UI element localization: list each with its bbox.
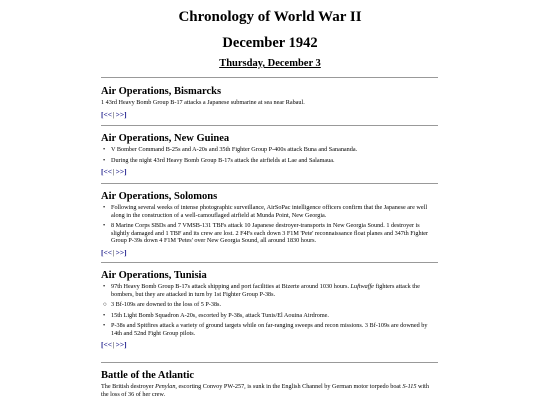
divider (101, 125, 438, 126)
section-tunisia (101, 270, 438, 349)
list-item: • Following several weeks of intense photographic surveillance, AirSoPac intelligence officers confirm that the Japanese are well along in the construction of a well-camouflaged airfield at Munda Point, New Georgia. (103, 204, 428, 219)
section-nav (101, 248, 438, 257)
nav-separator: | (113, 247, 115, 257)
page-subtitle: December 1942 (222, 35, 318, 51)
section-text: The British destroyer Penylan, escorting Convoy PW-257, is sunk in the English Channel by German motor torpedo boat S-115 with the loss of 36 of her crew. (101, 383, 429, 398)
list-item: • V Bomber Command B-25s and A-20s and 35th Fighter Group P-400s attack Buna and Sanananda. (103, 146, 358, 153)
list-item: • 15th Light Bomb Squadron A-20s, escorted by P-38s, attack Tunis/El Aouina Airdrome. (103, 311, 329, 319)
prev-link[interactable]: [<< (101, 167, 113, 176)
section-heading: Battle of the Atlantic (101, 370, 195, 381)
bullet-list (101, 146, 438, 164)
section-bismarcks (101, 86, 438, 119)
nav-separator: | (113, 109, 115, 119)
section-text: 1 43rd Heavy Bomb Group B-17 attacks a Japanese submarine at sea near Rabaul. (101, 99, 305, 106)
prev-link[interactable]: [<< (101, 109, 113, 119)
prev-link[interactable]: [<< (101, 340, 113, 349)
page-title: Chronology of World War II (178, 9, 362, 25)
next-link[interactable]: >>] (115, 167, 127, 176)
next-link[interactable]: >>] (115, 340, 127, 349)
section-heading: Air Operations, New Guinea (101, 133, 230, 144)
divider (101, 262, 438, 263)
section-atlantic (101, 370, 438, 398)
next-link[interactable]: >>] (115, 109, 127, 119)
list-item: ○ 3 Bf-109s are downed to the loss of 5 P-38s. (103, 301, 221, 308)
day-heading: Thursday, December 3 (219, 58, 321, 69)
section-nav (101, 340, 438, 349)
list-item: • During the night 43rd Heavy Bomb Group B-17s attack the airfields at Lae and Salamaua. (103, 156, 335, 164)
section-nav (101, 110, 438, 119)
bullet-list (101, 283, 438, 337)
prev-link[interactable]: [<< (101, 247, 113, 257)
bullet-list (101, 204, 438, 245)
section-heading: Air Operations, Solomons (101, 191, 218, 202)
section-heading: Air Operations, Bismarcks (101, 86, 222, 97)
list-item: • 8 Marine Corps SBDs and 7 VMSB-131 TBFs attack 10 Japanese destroyer-transports in New Georgia Sound. 1 destroyer is slightly damaged and 1 TBF and its crew are lost. 2 F4Fs each down 3 F1M 'Pete' reconnaissance float planes and 347th Fighter Group P-39s down 4 F1M 'Petes' over New Georgia Sound, all around 1830 hours. (103, 222, 429, 244)
divider (101, 77, 438, 78)
nav-separator: | (113, 340, 115, 349)
section-new-guinea (101, 133, 438, 176)
section-heading: Air Operations, Tunisia (101, 270, 207, 281)
nav-separator: | (113, 167, 115, 176)
list-item: • P-38s and Spitfires attack a variety of ground targets while on far-ranging sweeps and recon missions. 3 Bf-109s are downed by 14th and 52nd Fight Group pilots. (103, 322, 428, 337)
divider (101, 362, 438, 363)
list-item: • 97th Heavy Bomb Group B-17s attack shipping and port facilities at Bizerte around 1030 hours. Luftwaffe fighters attack the bombers, but they are attacked in turn by 1st Fighter Group P-38s. (103, 283, 420, 298)
next-link[interactable]: >>] (115, 247, 127, 257)
divider (101, 183, 438, 184)
section-nav (101, 167, 438, 176)
section-solomons (101, 191, 438, 257)
